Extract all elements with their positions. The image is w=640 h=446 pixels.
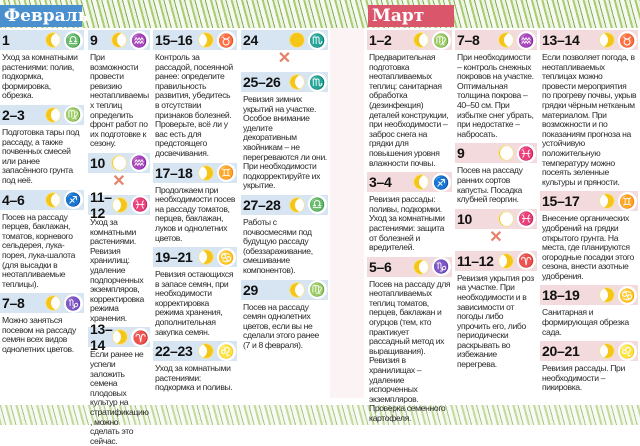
calendar-entry bbox=[540, 30, 638, 187]
moon-phase-waxing-icon bbox=[198, 249, 214, 265]
task-description: Контроль за рассадой, посеянной ранее: определите правильность развития, убедитесь в отсутствии признаков болезней. Проверьте, всё ли у вас есть для предстоящего досвечивания. bbox=[155, 52, 233, 158]
task-description: Ревизия рассады: поливы, подкормки. Уход за комнатными растениями: защита от болезней и вредителей. bbox=[369, 194, 445, 253]
task-description: Посев на рассаду ранних сортов капусты. Посадка клубней георгин. bbox=[457, 165, 523, 205]
day-number: 17–18 bbox=[155, 164, 193, 181]
moon-phase-waning-icon bbox=[45, 107, 61, 123]
day-number: 13–14 bbox=[542, 32, 580, 48]
day-number: 15–17 bbox=[542, 193, 580, 210]
calendar-entry bbox=[455, 209, 537, 247]
day-header bbox=[88, 153, 150, 173]
day-number: 29 bbox=[243, 281, 258, 298]
calendar-entry bbox=[241, 195, 328, 276]
task-description: Ревизия рассады. При необходимости – пикировка. bbox=[542, 363, 625, 393]
calendar-entry bbox=[455, 251, 537, 370]
moon-phase-waxing-icon bbox=[498, 253, 514, 269]
zodiac-aries-icon: ♈ bbox=[132, 329, 150, 345]
moon-phase-waxing-icon bbox=[112, 329, 128, 345]
zodiac-virgo-icon: ♍ bbox=[65, 107, 82, 123]
moon-phase-waxing-icon bbox=[198, 165, 214, 181]
day-number: 1–2 bbox=[369, 32, 392, 48]
month-title-march: Март bbox=[368, 5, 454, 27]
day-number: 25–26 bbox=[243, 74, 281, 90]
moon-phase-waning-icon bbox=[498, 32, 514, 48]
day-header bbox=[153, 163, 237, 183]
day-number: 7–8 bbox=[457, 32, 480, 48]
calendar-entry bbox=[153, 247, 237, 337]
zodiac-pisces-icon: ♓ bbox=[518, 145, 535, 161]
moon-phase-waning-icon bbox=[111, 32, 127, 48]
zodiac-leo-icon: ♌ bbox=[619, 343, 636, 359]
moon-phase-waxing-icon bbox=[599, 343, 615, 359]
day-number: 9 bbox=[457, 145, 465, 162]
moon-phase-full-icon bbox=[289, 32, 305, 48]
moon-phase-waning-icon bbox=[45, 192, 61, 208]
moon-phase-waning-icon bbox=[413, 174, 429, 190]
day-number: 22–23 bbox=[155, 343, 193, 360]
moon-phase-new-icon bbox=[498, 145, 514, 161]
moon-phase-waxing-icon bbox=[599, 32, 615, 48]
day-header bbox=[88, 188, 150, 221]
day-number: 24 bbox=[243, 32, 258, 48]
task-description: При возможности провести ревизию неотапливаемых теплиц определить фронт работ по их подготовке к сезону. bbox=[90, 52, 149, 149]
calendar-entry bbox=[0, 293, 84, 354]
day-header bbox=[455, 143, 537, 163]
moon-phase-new-icon bbox=[111, 155, 127, 171]
day-header bbox=[88, 321, 150, 354]
day-header bbox=[153, 341, 237, 361]
february-column bbox=[88, 30, 150, 446]
moon-phase-waning-icon bbox=[413, 32, 429, 48]
day-number: 5–6 bbox=[369, 258, 392, 275]
task-description: Ревизия остающихся в запасе семян, при необходимости корректировка режима хранения, дополнительная закупка семян. bbox=[155, 269, 234, 337]
zodiac-cancer-icon: ♋ bbox=[218, 249, 235, 265]
march-column bbox=[455, 30, 537, 370]
moon-phase-waxing-icon bbox=[599, 193, 615, 209]
calendar-entry bbox=[88, 30, 150, 149]
day-header bbox=[0, 190, 84, 210]
calendar-entry bbox=[153, 163, 237, 244]
moon-phase-waning-icon bbox=[45, 295, 61, 311]
task-description: Предварительная подготовка неотапливаемых теплиц: санитарная обработка (дезинфекция) деталей конструкции, при необходимости – заброс снега на грядки для повышения уровня влажности почвы. bbox=[369, 52, 449, 168]
zodiac-pisces-icon: ♓ bbox=[132, 197, 149, 213]
day-number: 10 bbox=[90, 154, 105, 171]
moon-phase-waning-icon bbox=[289, 197, 305, 213]
task-description: Посев на рассаду семян однолетних цветов, если вы не сделали этого ранее (7 и 8 февраля). bbox=[243, 301, 319, 350]
day-number: 13–14 bbox=[90, 321, 113, 354]
moon-phase-waning-icon bbox=[45, 32, 61, 48]
day-number: 19–21 bbox=[155, 249, 193, 266]
zodiac-virgo-icon: ♍ bbox=[433, 32, 450, 48]
grass-banner-top bbox=[0, 0, 640, 28]
zodiac-aries-icon: ♈ bbox=[518, 253, 535, 269]
day-header bbox=[455, 251, 537, 271]
calendar-entry bbox=[241, 72, 328, 191]
task-description: Ревизия зимних укрытий на участке. Особое внимание уделите декоративным хвойникам – не перегреваются ли они. При необходимости подкорректируйте их укрытие. bbox=[243, 94, 327, 191]
moon-phase-waxing-icon bbox=[599, 287, 615, 303]
calendar-entry bbox=[88, 153, 150, 191]
day-header bbox=[153, 247, 237, 267]
calendar-entry bbox=[241, 280, 328, 351]
task-description: Уход за комнатными растениями. Ревизия хранилищ: удаление подпорченных экземпляров, корректировка режима хранения. bbox=[90, 216, 144, 323]
calendar-entry bbox=[455, 143, 537, 204]
zodiac-aquarius-icon: ♒ bbox=[518, 32, 535, 48]
day-number: 7–8 bbox=[2, 295, 25, 312]
day-header bbox=[241, 195, 328, 215]
day-number: 3–4 bbox=[369, 174, 392, 191]
day-header bbox=[0, 30, 84, 50]
day-number: 15–16 bbox=[155, 32, 193, 48]
zodiac-libra-icon: ♎ bbox=[309, 197, 326, 213]
day-header bbox=[455, 209, 537, 229]
calendar-entry bbox=[153, 30, 237, 159]
task-description: Продолжаем при необходимости посев на рассаду томатов, перцев, баклажан, луков и однолетних цветов. bbox=[155, 184, 236, 243]
day-header bbox=[0, 105, 84, 125]
moon-phase-waning-icon bbox=[413, 259, 429, 275]
moon-phase-waxing-icon bbox=[198, 343, 214, 359]
day-header bbox=[540, 341, 638, 361]
task-description: Посев на рассаду для неотапливаемых теплиц томатов, перцев, баклажан и огурцов (тем, кто практикует рассадный метод их выращивания). Ревизия в хранилищах – удаление испорченных экземпляров. Проверка семенного картофеля. bbox=[369, 278, 451, 423]
zodiac-scorpio-icon: ♏ bbox=[309, 74, 326, 90]
task-description: Уход за комнатными растениями: подкормка и поливы. bbox=[155, 363, 233, 393]
calendar-entry bbox=[0, 30, 84, 101]
zodiac-capricorn-icon: ♑ bbox=[433, 259, 450, 275]
zodiac-cancer-icon: ♋ bbox=[619, 287, 636, 303]
calendar-entry bbox=[540, 191, 638, 281]
zodiac-virgo-icon: ♍ bbox=[309, 282, 326, 297]
calendar-entry bbox=[367, 30, 452, 168]
day-number: 27–28 bbox=[243, 196, 281, 213]
calendar-entry bbox=[153, 341, 237, 393]
month-title-february: Февраль bbox=[0, 5, 82, 27]
day-number: 18–19 bbox=[542, 287, 580, 304]
zodiac-sagittarius-icon: ♐ bbox=[433, 174, 450, 190]
march-column bbox=[367, 30, 452, 424]
day-number: 10 bbox=[457, 210, 472, 227]
task-description: Если позволяет погода, в неотапливаемых теплицах можно провести мероприятия по прогреву почвы, укрыв грядки чёрным нетканым материалом. При возможности и по показаниям прогноза на устойчивую положительную температуру можно посеять зеленные культуры и пряности. bbox=[542, 52, 637, 187]
moon-phase-new-icon bbox=[498, 211, 514, 227]
zodiac-taurus-icon: ♉ bbox=[218, 32, 235, 48]
divider bbox=[330, 28, 364, 398]
unfavorable-day-cross-icon: ✕ bbox=[277, 50, 292, 67]
zodiac-sagittarius-icon: ♐ bbox=[65, 192, 82, 208]
march-column bbox=[540, 30, 638, 393]
moon-phase-waxing-icon bbox=[112, 197, 128, 213]
calendar-entry bbox=[88, 321, 150, 446]
february-column bbox=[0, 30, 84, 355]
day-header bbox=[241, 30, 328, 50]
day-header bbox=[241, 72, 328, 92]
zodiac-libra-icon: ♎ bbox=[65, 32, 82, 48]
task-description: Уход за комнатными растениями: полив, подкормка, формировка, обрезка. bbox=[2, 52, 78, 101]
zodiac-aquarius-icon: ♒ bbox=[131, 32, 148, 48]
zodiac-gemini-icon: ♊ bbox=[619, 193, 636, 209]
day-number: 20–21 bbox=[542, 343, 580, 360]
day-header bbox=[88, 30, 150, 50]
day-number: 11–12 bbox=[457, 252, 494, 269]
day-number: 1 bbox=[2, 32, 10, 48]
calendar-entry bbox=[367, 257, 452, 424]
calendar-entry bbox=[0, 190, 84, 290]
zodiac-gemini-icon: ♊ bbox=[218, 165, 235, 181]
zodiac-aquarius-icon: ♒ bbox=[131, 155, 148, 171]
task-description: При необходимости – контроль снежных покровов на участке. Оптимальная толщина покрова – 40–50 см. При избытке снег убрать, при недостатке – набросать. bbox=[457, 52, 534, 139]
day-header bbox=[540, 30, 638, 50]
moon-phase-waxing-icon bbox=[198, 32, 214, 48]
task-description: Посев на рассаду перцев, баклажан, томатов, корневого сельдерея, лука-порея, лука-шалота (для высадки в неотапливаемые теплицы). bbox=[2, 211, 76, 289]
calendar-entry bbox=[540, 285, 638, 337]
zodiac-leo-icon: ♌ bbox=[218, 343, 235, 359]
day-header bbox=[455, 30, 537, 50]
zodiac-scorpio-icon: ♏ bbox=[309, 32, 326, 48]
calendar-entry bbox=[367, 172, 452, 253]
zodiac-capricorn-icon: ♑ bbox=[65, 295, 82, 311]
day-header bbox=[367, 257, 452, 277]
day-number: 9 bbox=[90, 32, 98, 48]
task-description: Работы с почвосмесями под будущую рассаду (обеззараживание, смешивание компонентов). bbox=[243, 216, 313, 275]
february-column bbox=[153, 30, 237, 393]
zodiac-pisces-icon: ♓ bbox=[518, 211, 535, 227]
day-number: 11–12 bbox=[90, 188, 112, 221]
unfavorable-day-cross-icon: ✕ bbox=[489, 228, 503, 246]
calendar-entry bbox=[241, 30, 328, 68]
task-description: Подготовка тары под рассаду, а также почвенных смесей или ранее запасённого грунта под неё. bbox=[2, 126, 80, 185]
day-header bbox=[540, 285, 638, 305]
task-description: Санитарная и формирующая обрезка сада. bbox=[542, 307, 629, 337]
day-number: 4–6 bbox=[2, 191, 25, 208]
february-column bbox=[241, 30, 328, 350]
calendar-entry bbox=[0, 105, 84, 186]
task-description: Если ранее не успели заложить семена плодовых культур на стратификацию, можно сделать это сейчас. bbox=[90, 349, 149, 446]
moon-phase-waning-icon bbox=[289, 282, 305, 298]
unfavorable-day-cross-icon: ✕ bbox=[112, 172, 126, 190]
task-description: Внесение органических удобрений на грядки открытого грунта. На места, где планируются огородные посадки этого сезона, внести азотные удобрения. bbox=[542, 213, 634, 281]
day-header bbox=[0, 293, 84, 313]
day-header bbox=[540, 191, 638, 211]
calendar-entry bbox=[88, 188, 150, 324]
task-description: Ревизия укрытия роз на участке. При необходимости и в зависимости от погоды либо упрочить его, либо периодически раскрывать во избежание перегрева. bbox=[457, 272, 534, 370]
day-header bbox=[367, 172, 452, 192]
day-header bbox=[153, 30, 237, 50]
day-header bbox=[367, 30, 452, 50]
zodiac-taurus-icon: ♉ bbox=[619, 32, 636, 48]
day-number: 2–3 bbox=[2, 106, 25, 123]
calendar-entry bbox=[455, 30, 537, 139]
day-header bbox=[241, 280, 328, 300]
moon-phase-waning-icon bbox=[289, 74, 305, 90]
task-description: Можно заняться посевом на рассаду семян всех видов однолетних цветов. bbox=[2, 315, 76, 355]
calendar-entry bbox=[540, 341, 638, 393]
